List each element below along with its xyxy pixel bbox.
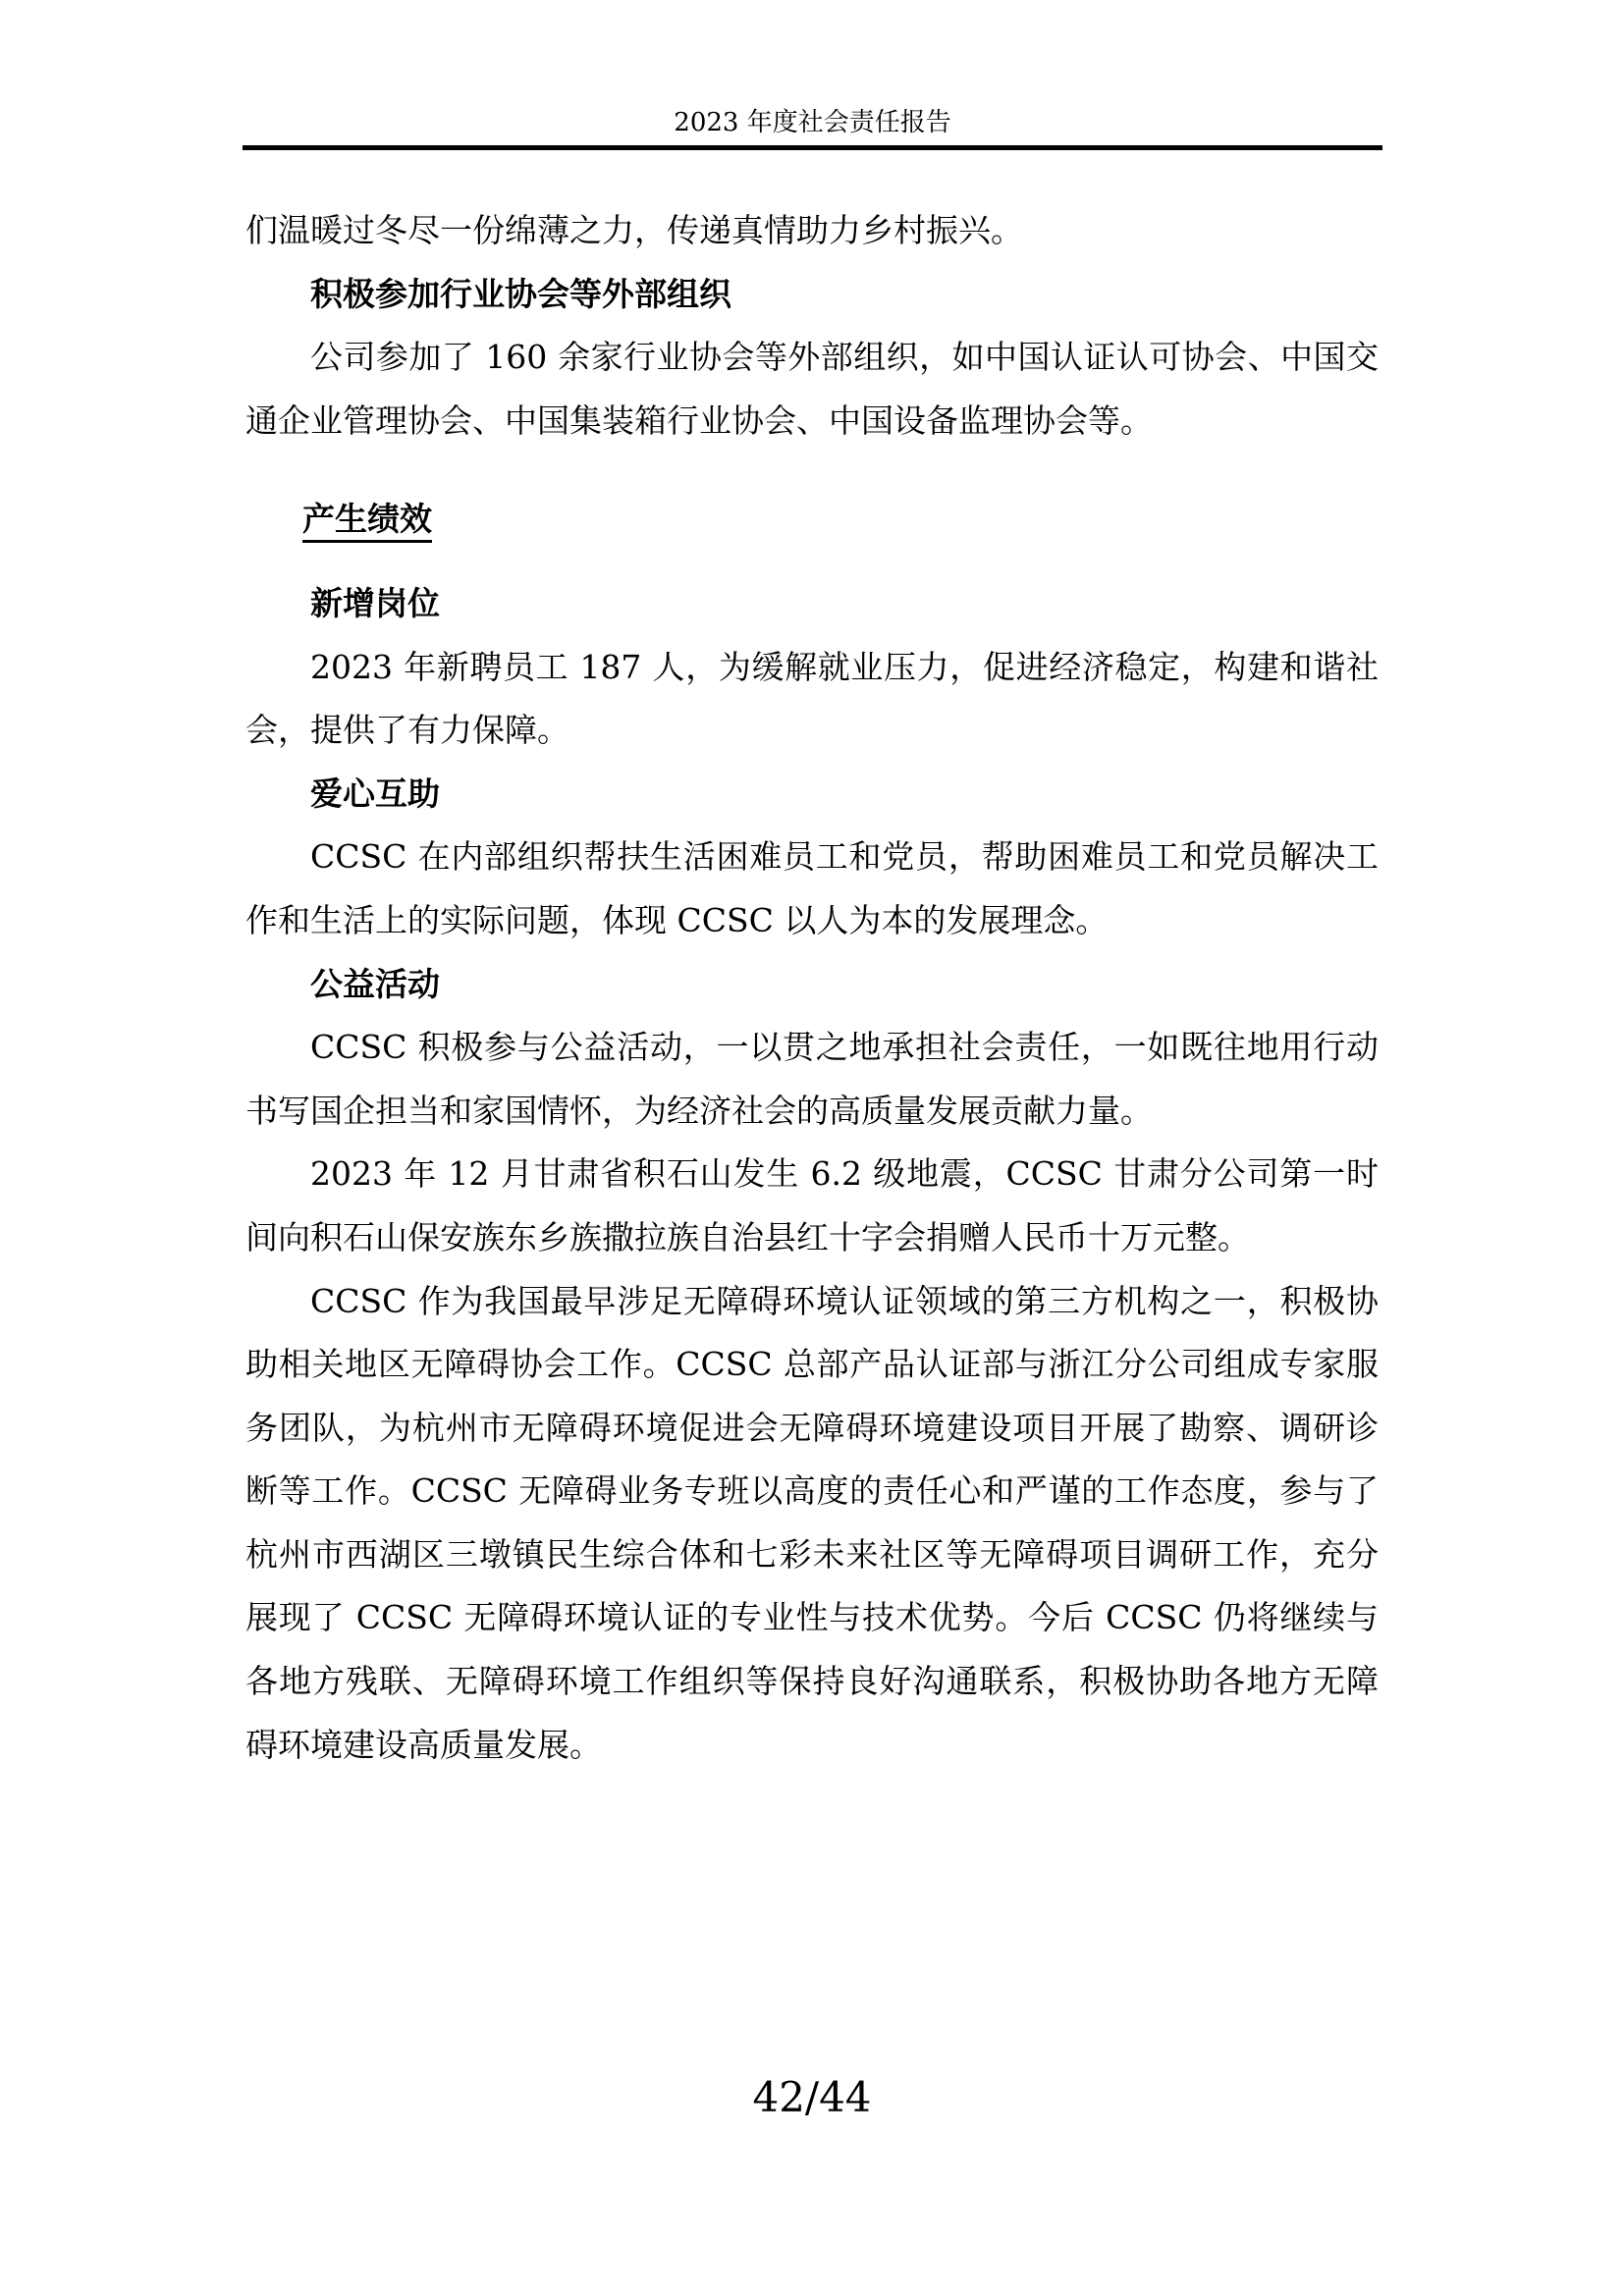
document-body <box>245 199 1379 1777</box>
report-title: 2023 年度社会责任报告 <box>674 108 951 137</box>
page-footer <box>245 2073 1379 2122</box>
section-heading-performance <box>245 488 1379 552</box>
paragraph-public-welfare-2: 2023 年 12 月甘肃省积石山发生 6.2 级地震，CCSC 甘肃分公司第一时间向积石山保安族东乡族撒拉族自治县红十字会捐赠人民币十万元整。 <box>245 1154 1379 1256</box>
paragraph-intro-continuation: 们温暖过冬尽一份绵薄之力，传递真情助力乡村振兴。 <box>245 211 1023 249</box>
heading-new-jobs: 新增岗位 <box>310 583 440 622</box>
heading-mutual-aid: 爱心互助 <box>310 774 440 813</box>
paragraph-external-organizations: 公司参加了 160 余家行业协会等外部组织，如中国认证认可协会、中国交通企业管理协会、中国集装箱行业协会、中国设备监理协会等。 <box>245 338 1379 440</box>
page-number: 42/44 <box>752 2073 872 2121</box>
section-heading-performance-text: 产生绩效 <box>302 500 432 543</box>
paragraph-public-welfare-3: CCSC 作为我国最早涉足无障碍环境认证领域的第三方机构之一，积极协助相关地区无障碍协会工作。CCSC 总部产品认证部与浙江分公司组成专家服务团队，为杭州市无障碍环境促进会无障碍环境建设项目开展了勘察、调研诊断等工作。CCSC 无障碍业务专班以高度的责任心和严谨的工作态度，参与了杭州市西湖区三墩镇民生综合体和七彩未来社区等无障碍项目调研工作，充分展现了 CCSC 无障碍环境认证的专业性与技术优势。今后 CCSC 仍将继续与各地方残联、无障碍环境工作组织等保持良好沟通联系，积极协助各地方无障碍环境建设高质量发展。 <box>245 1281 1379 1764</box>
paragraph-mutual-aid: CCSC 在内部组织帮扶生活困难员工和党员，帮助困难员工和党员解决工作和生活上的实际问题，体现 CCSC 以人为本的发展理念。 <box>245 837 1379 939</box>
paragraph-new-jobs: 2023 年新聘员工 187 人，为缓解就业压力，促进经济稳定，构建和谐社会，提供了有力保障。 <box>245 647 1379 750</box>
page-header <box>243 106 1382 150</box>
heading-external-organizations: 积极参加行业协会等外部组织 <box>310 274 731 313</box>
heading-public-welfare: 公益活动 <box>310 964 440 1003</box>
paragraph-public-welfare-1: CCSC 积极参与公益活动，一以贯之地承担社会责任，一如既往地用行动书写国企担当和家国情怀，为经济社会的高质量发展贡献力量。 <box>245 1028 1379 1130</box>
